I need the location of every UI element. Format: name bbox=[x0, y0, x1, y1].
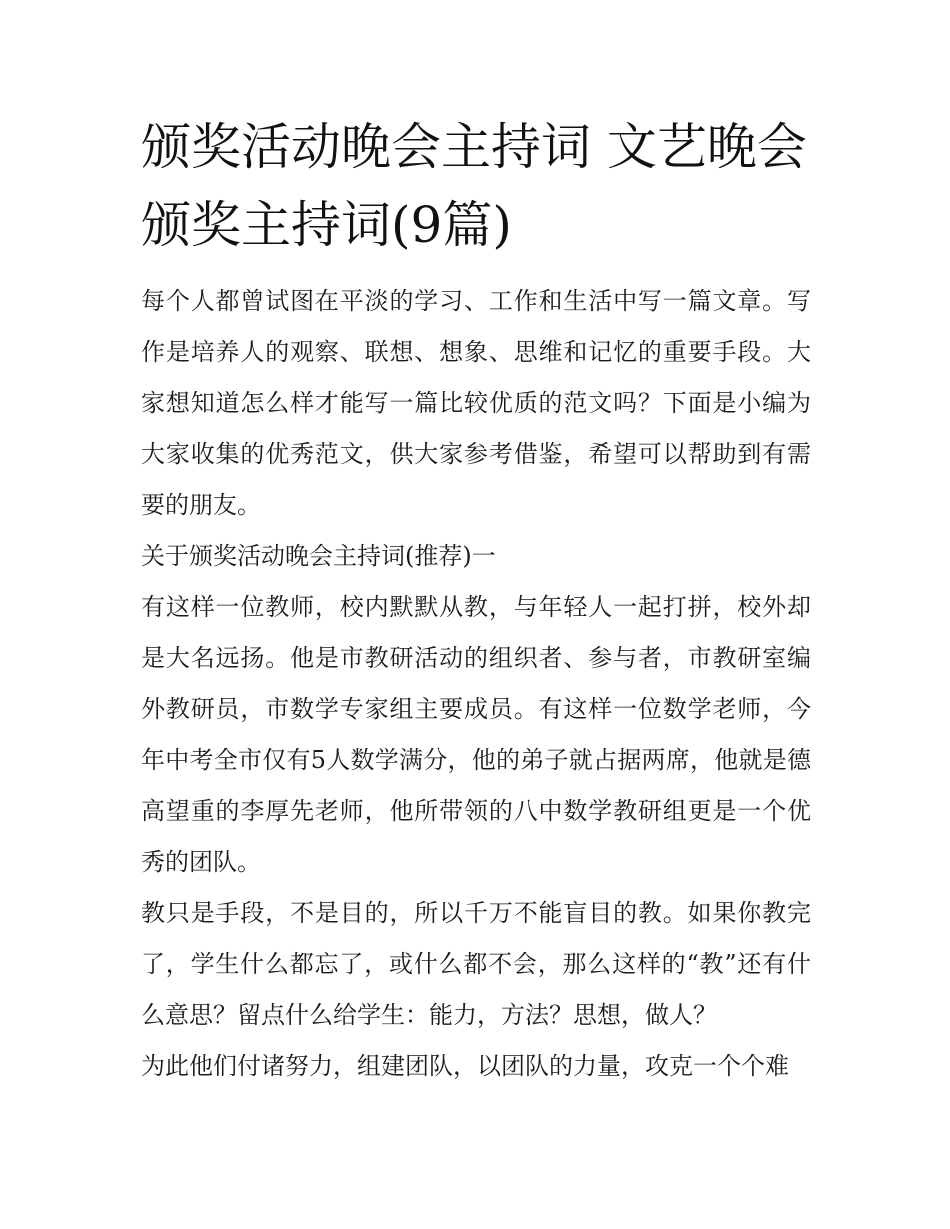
document-page bbox=[141, 108, 811, 1092]
body-paragraph: 为此他们付诸努力，组建团队，以团队的力量，攻克一个个难 bbox=[141, 1052, 789, 1080]
section-heading: 关于颁奖活动晚会主持词(推荐)一 bbox=[141, 542, 496, 570]
body-paragraph: 有这样一位教师，校内默默从教，与年轻人一起打拼，校外却是大名远扬。他是市教研活动的组织者、参与者，市教研室编外教研员，市数学专家组主要成员。有这样一位数学老师，今年中考全市仅有5人数学满分，他的弟子就占据两席，他就是德高望重的李厚先老师，他所带领的八中数学教研组更是一个优秀的团队。 bbox=[141, 593, 811, 876]
document-title: 颁奖活动晚会主持词 文艺晚会颁奖主持词(9篇) bbox=[141, 118, 807, 254]
intro-paragraph: 每个人都曾试图在平淡的学习、工作和生活中写一篇文章。写作是培养人的观察、联想、想象、思维和记忆的重要手段。大家想知道怎么样才能写一篇比较优质的范文吗？下面是小编为大家收集的优秀范文，供大家参考借鉴，希望可以帮助到有需要的朋友。 bbox=[141, 287, 811, 519]
body-paragraph: 教只是手段，不是目的，所以千万不能盲目的教。如果你教完了，学生什么都忘了，或什么都不会，那么这样的“教”还有什么意思？留点什么给学生：能力，方法？思想，做人？ bbox=[141, 899, 811, 1029]
document-body bbox=[141, 276, 811, 1092]
